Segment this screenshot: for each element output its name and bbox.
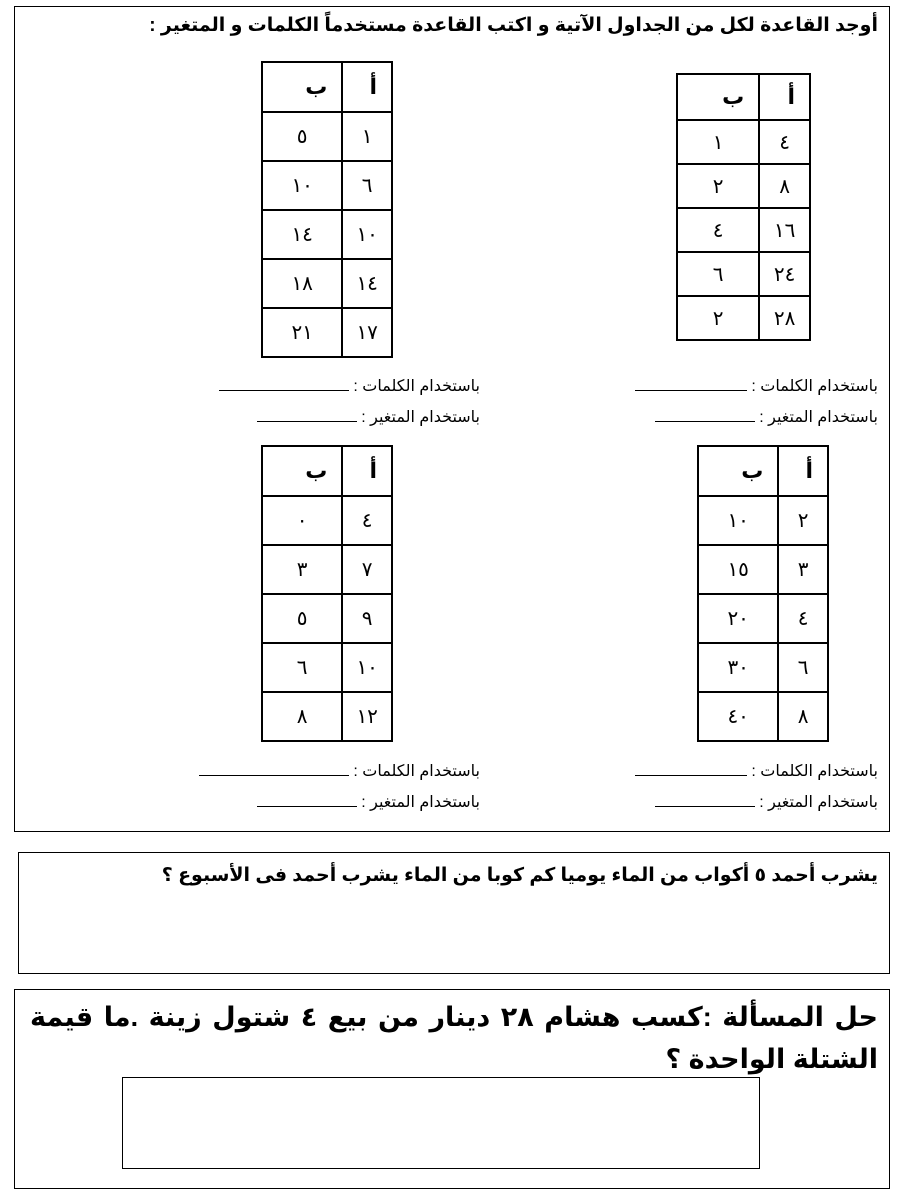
table-1-words-line <box>635 376 878 396</box>
instruction-text: أوجد القاعدة لكل من الجداول الآتية و اكتب القاعدة مستخدماً الكلمات و المتغير : <box>149 15 878 36</box>
table-cell: ٨ <box>778 692 828 741</box>
table-4-header-b: ب <box>262 446 342 496</box>
table-2-header-b: ب <box>262 62 342 112</box>
table-cell: ١٠ <box>342 210 392 259</box>
table-cell: ٤ <box>677 208 759 252</box>
table-cell: ٢٤ <box>759 252 810 296</box>
answer-blank[interactable] <box>219 389 349 391</box>
table-1 <box>676 73 811 341</box>
table-cell: ١٠ <box>342 643 392 692</box>
table-cell: ١ <box>342 112 392 161</box>
words-label: باستخدام الكلمات : <box>353 763 480 780</box>
table-4-words-line <box>199 761 480 781</box>
table-3 <box>697 445 829 742</box>
answer-blank[interactable] <box>257 420 357 422</box>
table-cell: ٤ <box>778 594 828 643</box>
answer-blank[interactable] <box>655 805 755 807</box>
table-2 <box>261 61 393 358</box>
variable-label: باستخدام المتغير : <box>759 794 878 811</box>
table-cell: ٢١ <box>262 308 342 357</box>
table-cell: ٥ <box>262 594 342 643</box>
table-cell: ٣ <box>778 545 828 594</box>
table-cell: ٨ <box>759 164 810 208</box>
table-cell: ٣٠ <box>698 643 778 692</box>
table-4-variable-line <box>257 792 480 812</box>
table-1-header-b: ب <box>677 74 759 120</box>
table-3-words-line <box>635 761 878 781</box>
table-cell: ٤ <box>759 120 810 164</box>
table-cell: ٦ <box>677 252 759 296</box>
words-label: باستخدام الكلمات : <box>751 763 878 780</box>
table-3-header-b: ب <box>698 446 778 496</box>
table-2-variable-line <box>257 407 480 427</box>
table-cell: ٢ <box>778 496 828 545</box>
plant-question-text: حل المسألة :كسب هشام ٢٨ دينار من بيع ٤ شتول زينة .ما قيمة الشتلة الواحدة ؟ <box>30 1002 878 1074</box>
table-cell: ١٠ <box>698 496 778 545</box>
table-2-words-line <box>219 376 480 396</box>
variable-label: باستخدام المتغير : <box>361 794 480 811</box>
table-cell: ٠ <box>262 496 342 545</box>
table-cell: ١٨ <box>262 259 342 308</box>
table-cell: ٨ <box>262 692 342 741</box>
table-cell: ٦ <box>262 643 342 692</box>
table-cell: ١٦ <box>759 208 810 252</box>
table-1-variable-line <box>655 407 878 427</box>
words-label: باستخدام الكلمات : <box>751 378 878 395</box>
table-cell: ١٤ <box>262 210 342 259</box>
words-label: باستخدام الكلمات : <box>353 378 480 395</box>
table-cell: ٢ <box>677 164 759 208</box>
table-3-header-a: أ <box>778 446 828 496</box>
table-cell: ٩ <box>342 594 392 643</box>
plant-answer-box[interactable] <box>122 1077 760 1169</box>
answer-blank[interactable] <box>635 774 747 776</box>
table-cell: ٤ <box>342 496 392 545</box>
table-cell: ٤٠ <box>698 692 778 741</box>
table-cell: ٧ <box>342 545 392 594</box>
answer-blank[interactable] <box>635 389 747 391</box>
table-2-header-a: أ <box>342 62 392 112</box>
answer-blank[interactable] <box>655 420 755 422</box>
table-1-header-a: أ <box>759 74 810 120</box>
table-cell: ٢٨ <box>759 296 810 340</box>
table-cell: ٣ <box>262 545 342 594</box>
table-cell: ٥ <box>262 112 342 161</box>
variable-label: باستخدام المتغير : <box>361 409 480 426</box>
table-cell: ١٤ <box>342 259 392 308</box>
table-cell: ١٥ <box>698 545 778 594</box>
answer-blank[interactable] <box>199 774 349 776</box>
variable-label: باستخدام المتغير : <box>759 409 878 426</box>
table-cell: ٢٠ <box>698 594 778 643</box>
table-4 <box>261 445 393 742</box>
table-cell: ٦ <box>778 643 828 692</box>
table-cell: ١٧ <box>342 308 392 357</box>
water-question-text: يشرب أحمد ٥ أكواب من الماء يوميا كم كوبا من الماء يشرب أحمد فى الأسبوع ؟ <box>161 865 878 886</box>
table-cell: ١٢ <box>342 692 392 741</box>
table-3-variable-line <box>655 792 878 812</box>
table-cell: ٢ <box>677 296 759 340</box>
answer-blank[interactable] <box>257 805 357 807</box>
table-4-header-a: أ <box>342 446 392 496</box>
table-cell: ١ <box>677 120 759 164</box>
table-cell: ٦ <box>342 161 392 210</box>
table-cell: ١٠ <box>262 161 342 210</box>
